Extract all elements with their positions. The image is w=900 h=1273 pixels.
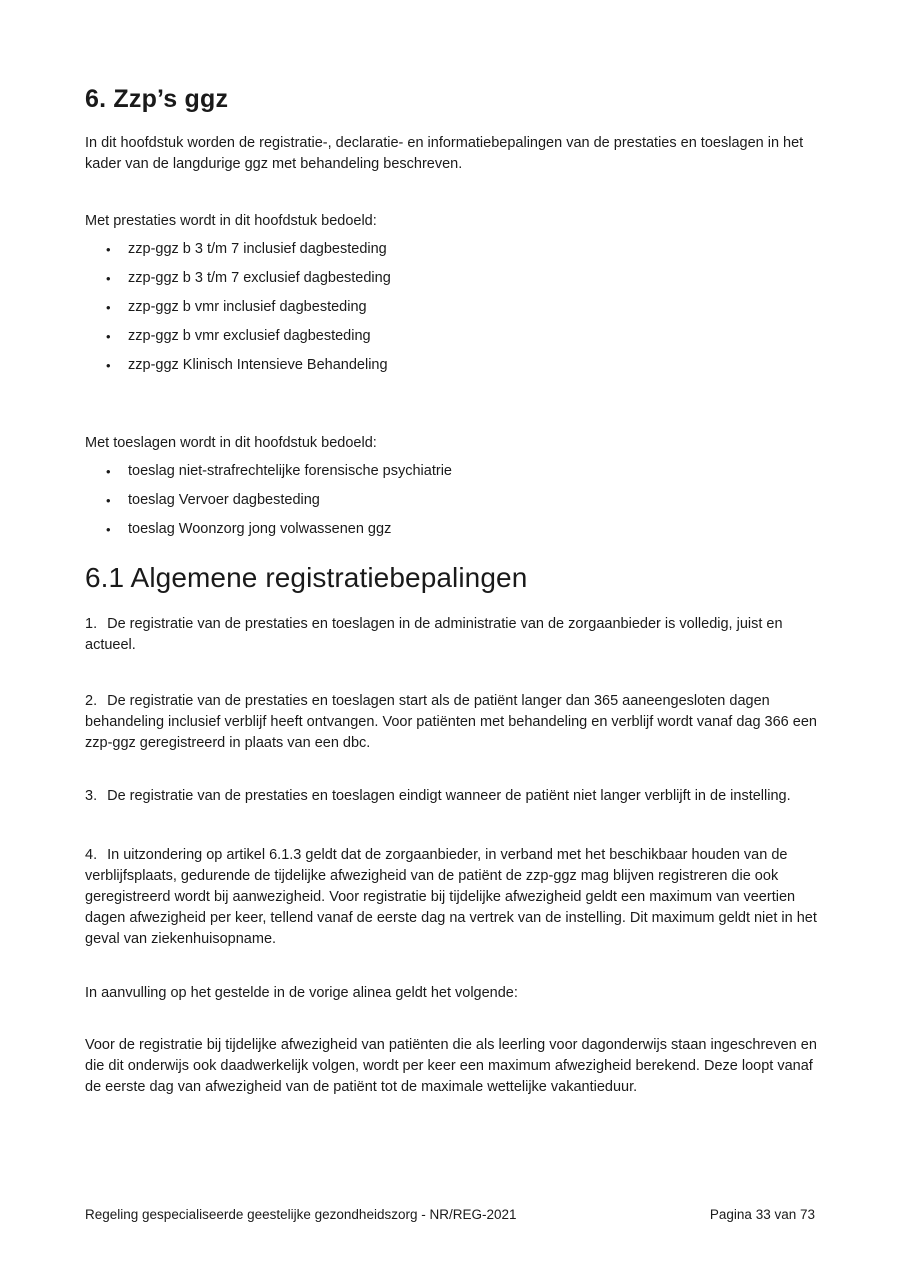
article-text: In uitzondering op artikel 6.1.3 geldt dat de zorgaanbieder, in verband met het beschikbaar houden van de verblijfsplaats, gedurende de tijdelijke afwezigheid van de patiënt de zzp-ggz mag blijven registreren die ook geregistreerd wordt bij aanwezigheid. Voor registratie bij tijdelijke afwezigheid geldt een maximum van veertien dagen afwezigheid per keer, tellend vanaf de eerste dag na vertrek van de instelling. Dit maximum geldt niet in het geval van ziekenhuisopname. (85, 847, 817, 947)
article-number: 3. (85, 788, 98, 804)
list-item (85, 490, 822, 511)
list-item (85, 239, 822, 260)
footer-page-number: Pagina 33 van 73 (709, 1207, 815, 1222)
list-item-text: toeslag Woonzorg jong volwassenen ggz (128, 521, 392, 537)
article-text: De registratie van de prestaties en toeslagen in de administratie van de zorgaanbieder is volledig, juist en actueel. (85, 616, 783, 653)
article-paragraph-4 (85, 845, 822, 950)
article-number: 2. (85, 693, 98, 709)
list-item-text: zzp-ggz b 3 t/m 7 inclusief dagbesteding (128, 241, 387, 257)
list-item (85, 519, 822, 540)
bullet-icon: • (106, 522, 111, 537)
article-text: De registratie van de prestaties en toeslagen eindigt wanneer de patiënt niet langer verblijft in de instelling. (107, 788, 791, 804)
bullet-icon: • (106, 464, 111, 479)
prestaties-lead: Met prestaties wordt in dit hoofdstuk bedoeld: (85, 213, 377, 229)
addendum-paragraph: Voor de registratie bij tijdelijke afwezigheid van patiënten die als leerling voor dagonderwijs staan ingeschreven en die dit onderwijs ook daadwerkelijk volgen, wordt per keer een maximum afwezigheid berekend. Deze loopt vanaf de eerste dag van afwezigheid van de patiënt tot de maximale wettelijke vakantieduur. (85, 1037, 817, 1095)
bullet-icon: • (106, 358, 111, 373)
toeslagen-list (85, 461, 822, 540)
article-paragraph-3 (85, 786, 822, 807)
footer-document-title: Regeling gespecialiseerde geestelijke gezondheidszorg - NR/REG-2021 (85, 1207, 517, 1222)
toeslagen-lead: Met toeslagen wordt in dit hoofdstuk bedoeld: (85, 435, 377, 451)
bullet-icon: • (106, 300, 111, 315)
page-footer (85, 1206, 815, 1224)
article-text: De registratie van de prestaties en toeslagen start als de patiënt langer dan 365 aaneengesloten dagen behandeling inclusief verblijf heeft ontvangen. Voor patiënten met behandeling en verblijf wordt vanaf dag 366 een zzp-ggz geregistreerd in plaats van een dbc. (85, 693, 817, 751)
chapter-title: 6. Zzp’s ggz (85, 85, 229, 113)
bullet-icon: • (106, 242, 111, 257)
list-item-text: zzp-ggz b vmr exclusief dagbesteding (128, 328, 371, 344)
list-item-text: toeslag Vervoer dagbesteding (128, 492, 320, 508)
list-item (85, 326, 822, 347)
section-title: 6.1 Algemene registratiebepalingen (85, 562, 528, 593)
bullet-icon: • (106, 271, 111, 286)
list-item (85, 297, 822, 318)
list-item-text: zzp-ggz b vmr inclusief dagbesteding (128, 299, 367, 315)
list-item (85, 355, 822, 376)
prestaties-list (85, 239, 822, 376)
article-number: 1. (85, 616, 98, 632)
list-item-text: zzp-ggz Klinisch Intensieve Behandeling (128, 357, 388, 373)
list-item-text: zzp-ggz b 3 t/m 7 exclusief dagbesteding (128, 270, 391, 286)
article-paragraph-1 (85, 614, 822, 656)
intro-paragraph: In dit hoofdstuk worden de registratie-, declaratie- en informatiebepalingen van de prestaties en toeslagen in het kader van de langdurige ggz met behandeling beschreven. (85, 135, 804, 172)
article-paragraph-2 (85, 691, 822, 754)
list-item-text: toeslag niet-strafrechtelijke forensische psychiatrie (128, 463, 452, 479)
bullet-icon: • (106, 493, 111, 508)
list-item (85, 268, 822, 289)
list-item (85, 461, 822, 482)
article-number: 4. (85, 847, 98, 863)
bullet-icon: • (106, 329, 111, 344)
addendum-lead: In aanvulling op het gestelde in de vorige alinea geldt het volgende: (85, 985, 518, 1001)
